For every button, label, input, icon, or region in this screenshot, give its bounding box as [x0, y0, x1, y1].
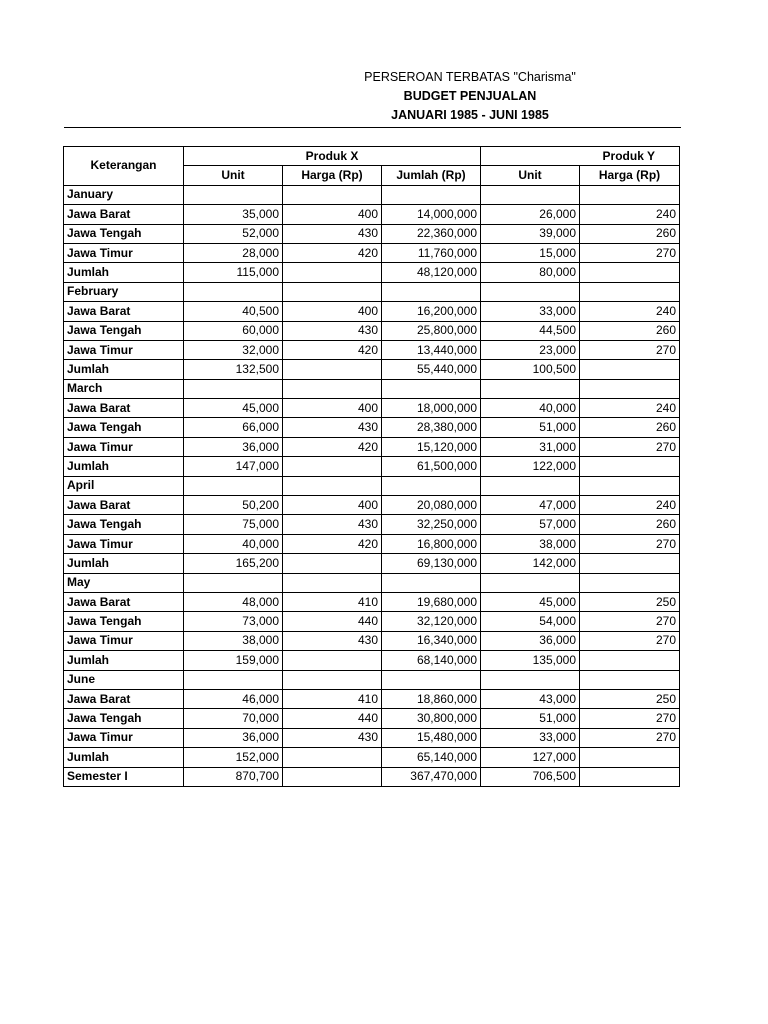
company-prefix: PERSEROAN TERBATAS [364, 70, 514, 84]
jumlah-x-cell: 18,000,000 [382, 399, 481, 418]
unit-y-cell: 45,000 [481, 592, 580, 611]
unit-y-cell: 706,500 [481, 767, 580, 786]
jumlah-x-cell [382, 573, 481, 592]
row-label: Jawa Tengah [64, 709, 184, 728]
harga-x-cell [283, 767, 382, 786]
harga-x-cell [283, 651, 382, 670]
unit-x-cell: 73,000 [184, 612, 283, 631]
jumlah-x-cell: 16,800,000 [382, 534, 481, 553]
row-label: June [64, 670, 184, 689]
table-row [64, 360, 680, 379]
jumlah-x-cell [382, 379, 481, 398]
unit-x-cell: 152,000 [184, 748, 283, 767]
unit-x-cell: 132,500 [184, 360, 283, 379]
harga-y-cell: 270 [580, 612, 680, 631]
harga-x-cell: 440 [283, 612, 382, 631]
column-header-harga-y: Harga (Rp) [580, 166, 680, 185]
table-row [64, 437, 680, 456]
table-row [64, 476, 680, 495]
document-period: JANUARI 1985 - JUNI 1985 [391, 108, 549, 122]
table-row [64, 709, 680, 728]
harga-y-cell: 270 [580, 631, 680, 650]
harga-x-cell: 400 [283, 496, 382, 515]
table-row [64, 592, 680, 611]
unit-y-cell: 100,500 [481, 360, 580, 379]
unit-y-cell [481, 670, 580, 689]
harga-x-cell: 420 [283, 243, 382, 262]
table-row [64, 243, 680, 262]
jumlah-x-cell: 68,140,000 [382, 651, 481, 670]
column-header-keterangan: Keterangan [64, 147, 184, 186]
harga-x-cell [283, 573, 382, 592]
jumlah-x-cell: 25,800,000 [382, 321, 481, 340]
jumlah-x-cell: 32,120,000 [382, 612, 481, 631]
row-label: Jawa Tengah [64, 418, 184, 437]
company-name: "Charisma" [513, 70, 576, 84]
harga-y-cell: 270 [580, 728, 680, 747]
harga-x-cell: 420 [283, 437, 382, 456]
harga-y-cell [580, 282, 680, 301]
unit-y-cell: 47,000 [481, 496, 580, 515]
harga-x-cell [283, 554, 382, 573]
table-row [64, 573, 680, 592]
harga-y-cell [580, 185, 680, 204]
group-header-produk-y: Produk Y [481, 147, 680, 166]
jumlah-x-cell: 19,680,000 [382, 592, 481, 611]
unit-x-cell [184, 573, 283, 592]
company-title [230, 68, 710, 87]
document-title: BUDGET PENJUALAN [403, 89, 537, 103]
unit-y-cell: 122,000 [481, 457, 580, 476]
harga-y-cell: 270 [580, 340, 680, 359]
jumlah-x-cell: 16,340,000 [382, 631, 481, 650]
jumlah-x-cell: 15,480,000 [382, 728, 481, 747]
unit-y-cell: 39,000 [481, 224, 580, 243]
table-row [64, 340, 680, 359]
jumlah-x-cell: 22,360,000 [382, 224, 481, 243]
table-row [64, 670, 680, 689]
unit-y-cell: 127,000 [481, 748, 580, 767]
harga-x-cell [283, 360, 382, 379]
row-label: January [64, 185, 184, 204]
unit-x-cell: 115,000 [184, 263, 283, 282]
row-label: Jawa Barat [64, 592, 184, 611]
unit-x-cell: 52,000 [184, 224, 283, 243]
jumlah-x-cell: 48,120,000 [382, 263, 481, 282]
row-label: Semester I [64, 767, 184, 786]
row-label: May [64, 573, 184, 592]
row-label: April [64, 476, 184, 495]
harga-x-cell [283, 476, 382, 495]
table-row [64, 302, 680, 321]
harga-x-cell: 400 [283, 205, 382, 224]
harga-y-cell [580, 573, 680, 592]
table-row [64, 767, 680, 786]
unit-x-cell [184, 379, 283, 398]
unit-y-cell: 57,000 [481, 515, 580, 534]
unit-y-cell: 33,000 [481, 728, 580, 747]
unit-y-cell: 15,000 [481, 243, 580, 262]
row-label: Jawa Timur [64, 728, 184, 747]
unit-x-cell: 46,000 [184, 689, 283, 708]
harga-y-cell: 270 [580, 709, 680, 728]
harga-y-cell [580, 554, 680, 573]
table-row [64, 631, 680, 650]
unit-x-cell: 28,000 [184, 243, 283, 262]
unit-x-cell: 40,500 [184, 302, 283, 321]
unit-y-cell: 40,000 [481, 399, 580, 418]
harga-x-cell: 440 [283, 709, 382, 728]
jumlah-x-cell: 20,080,000 [382, 496, 481, 515]
unit-y-cell [481, 476, 580, 495]
unit-x-cell: 36,000 [184, 437, 283, 456]
harga-x-cell: 430 [283, 515, 382, 534]
unit-x-cell: 38,000 [184, 631, 283, 650]
harga-y-cell: 270 [580, 243, 680, 262]
harga-y-cell: 260 [580, 321, 680, 340]
unit-y-cell: 36,000 [481, 631, 580, 650]
harga-y-cell: 240 [580, 205, 680, 224]
unit-y-cell: 23,000 [481, 340, 580, 359]
row-label: Jawa Timur [64, 340, 184, 359]
harga-y-cell: 260 [580, 515, 680, 534]
unit-y-cell [481, 379, 580, 398]
jumlah-x-cell: 14,000,000 [382, 205, 481, 224]
unit-x-cell: 870,700 [184, 767, 283, 786]
harga-x-cell: 430 [283, 224, 382, 243]
table-row [64, 554, 680, 573]
unit-y-cell: 54,000 [481, 612, 580, 631]
row-label: Jawa Timur [64, 534, 184, 553]
harga-y-cell [580, 457, 680, 476]
unit-y-cell: 80,000 [481, 263, 580, 282]
harga-y-cell [580, 670, 680, 689]
harga-x-cell [283, 457, 382, 476]
document-header [230, 68, 710, 125]
harga-y-cell [580, 263, 680, 282]
row-label: Jawa Timur [64, 243, 184, 262]
row-label: Jawa Barat [64, 689, 184, 708]
table-row [64, 612, 680, 631]
unit-x-cell: 32,000 [184, 340, 283, 359]
harga-x-cell: 430 [283, 631, 382, 650]
jumlah-x-cell: 15,120,000 [382, 437, 481, 456]
row-label: Jawa Barat [64, 496, 184, 515]
table-row [64, 185, 680, 204]
harga-x-cell: 420 [283, 340, 382, 359]
table-header-row-groups [64, 147, 680, 166]
jumlah-x-cell: 28,380,000 [382, 418, 481, 437]
unit-x-cell: 159,000 [184, 651, 283, 670]
jumlah-x-cell: 69,130,000 [382, 554, 481, 573]
unit-x-cell [184, 282, 283, 301]
row-label: Jumlah [64, 457, 184, 476]
column-header-unit-x: Unit [184, 166, 283, 185]
column-header-jumlah-x: Jumlah (Rp) [382, 166, 481, 185]
harga-y-cell: 240 [580, 399, 680, 418]
harga-y-cell [580, 651, 680, 670]
unit-x-cell: 36,000 [184, 728, 283, 747]
harga-x-cell: 430 [283, 728, 382, 747]
unit-x-cell: 66,000 [184, 418, 283, 437]
unit-y-cell: 31,000 [481, 437, 580, 456]
table-row [64, 224, 680, 243]
harga-y-cell: 270 [580, 534, 680, 553]
unit-y-cell [481, 185, 580, 204]
row-label: Jawa Timur [64, 631, 184, 650]
unit-y-cell: 38,000 [481, 534, 580, 553]
row-label: Jawa Timur [64, 437, 184, 456]
harga-y-cell [580, 767, 680, 786]
jumlah-x-cell: 16,200,000 [382, 302, 481, 321]
unit-y-cell [481, 573, 580, 592]
harga-x-cell: 410 [283, 689, 382, 708]
row-label: Jumlah [64, 651, 184, 670]
harga-y-cell: 260 [580, 224, 680, 243]
group-header-produk-x: Produk X [184, 147, 481, 166]
jumlah-x-cell: 55,440,000 [382, 360, 481, 379]
unit-x-cell: 70,000 [184, 709, 283, 728]
row-label: Jumlah [64, 360, 184, 379]
harga-x-cell: 430 [283, 418, 382, 437]
harga-y-cell [580, 748, 680, 767]
harga-x-cell: 420 [283, 534, 382, 553]
unit-y-cell: 51,000 [481, 418, 580, 437]
jumlah-x-cell [382, 185, 481, 204]
unit-y-cell: 33,000 [481, 302, 580, 321]
unit-x-cell: 60,000 [184, 321, 283, 340]
jumlah-x-cell: 367,470,000 [382, 767, 481, 786]
harga-x-cell [283, 379, 382, 398]
column-header-harga-x: Harga (Rp) [283, 166, 382, 185]
table-row [64, 515, 680, 534]
column-header-unit-y: Unit [481, 166, 580, 185]
unit-x-cell [184, 476, 283, 495]
table-row [64, 379, 680, 398]
harga-y-cell [580, 360, 680, 379]
unit-y-cell: 51,000 [481, 709, 580, 728]
jumlah-x-cell: 61,500,000 [382, 457, 481, 476]
harga-y-cell: 250 [580, 689, 680, 708]
harga-y-cell: 240 [580, 496, 680, 515]
harga-x-cell: 400 [283, 302, 382, 321]
harga-x-cell [283, 282, 382, 301]
harga-y-cell: 240 [580, 302, 680, 321]
row-label: Jawa Tengah [64, 321, 184, 340]
table-row [64, 418, 680, 437]
row-label: Jumlah [64, 554, 184, 573]
row-label: Jawa Barat [64, 302, 184, 321]
unit-x-cell: 147,000 [184, 457, 283, 476]
jumlah-x-cell [382, 670, 481, 689]
harga-y-cell: 260 [580, 418, 680, 437]
harga-y-cell [580, 379, 680, 398]
unit-y-cell: 135,000 [481, 651, 580, 670]
row-label: Jawa Barat [64, 399, 184, 418]
unit-y-cell: 142,000 [481, 554, 580, 573]
table-row [64, 321, 680, 340]
table-row [64, 728, 680, 747]
jumlah-x-cell [382, 282, 481, 301]
jumlah-x-cell: 13,440,000 [382, 340, 481, 359]
row-label: March [64, 379, 184, 398]
harga-x-cell [283, 670, 382, 689]
harga-x-cell [283, 748, 382, 767]
budget-table [63, 146, 680, 787]
row-label: Jawa Tengah [64, 612, 184, 631]
unit-y-cell: 43,000 [481, 689, 580, 708]
harga-y-cell [580, 476, 680, 495]
unit-y-cell: 44,500 [481, 321, 580, 340]
unit-x-cell [184, 670, 283, 689]
jumlah-x-cell: 11,760,000 [382, 243, 481, 262]
row-label: Jumlah [64, 748, 184, 767]
harga-x-cell [283, 185, 382, 204]
table-row [64, 205, 680, 224]
harga-x-cell: 410 [283, 592, 382, 611]
jumlah-x-cell: 18,860,000 [382, 689, 481, 708]
row-label: Jumlah [64, 263, 184, 282]
table-row [64, 399, 680, 418]
harga-x-cell: 430 [283, 321, 382, 340]
jumlah-x-cell [382, 476, 481, 495]
table-row [64, 651, 680, 670]
table-row [64, 689, 680, 708]
jumlah-x-cell: 65,140,000 [382, 748, 481, 767]
unit-x-cell: 75,000 [184, 515, 283, 534]
row-label: Jawa Tengah [64, 224, 184, 243]
header-divider [64, 127, 681, 128]
unit-x-cell: 165,200 [184, 554, 283, 573]
unit-x-cell: 40,000 [184, 534, 283, 553]
harga-y-cell: 270 [580, 437, 680, 456]
table-row [64, 748, 680, 767]
unit-x-cell: 48,000 [184, 592, 283, 611]
unit-x-cell [184, 185, 283, 204]
unit-y-cell: 26,000 [481, 205, 580, 224]
unit-x-cell: 45,000 [184, 399, 283, 418]
jumlah-x-cell: 32,250,000 [382, 515, 481, 534]
unit-x-cell: 35,000 [184, 205, 283, 224]
harga-x-cell: 400 [283, 399, 382, 418]
row-label: Jawa Tengah [64, 515, 184, 534]
table-row [64, 263, 680, 282]
harga-y-cell: 250 [580, 592, 680, 611]
unit-x-cell: 50,200 [184, 496, 283, 515]
table-row [64, 496, 680, 515]
unit-y-cell [481, 282, 580, 301]
table-row [64, 457, 680, 476]
row-label: Jawa Barat [64, 205, 184, 224]
table-row [64, 282, 680, 301]
harga-x-cell [283, 263, 382, 282]
budget-table-body [64, 147, 680, 787]
table-row [64, 534, 680, 553]
row-label: February [64, 282, 184, 301]
jumlah-x-cell: 30,800,000 [382, 709, 481, 728]
